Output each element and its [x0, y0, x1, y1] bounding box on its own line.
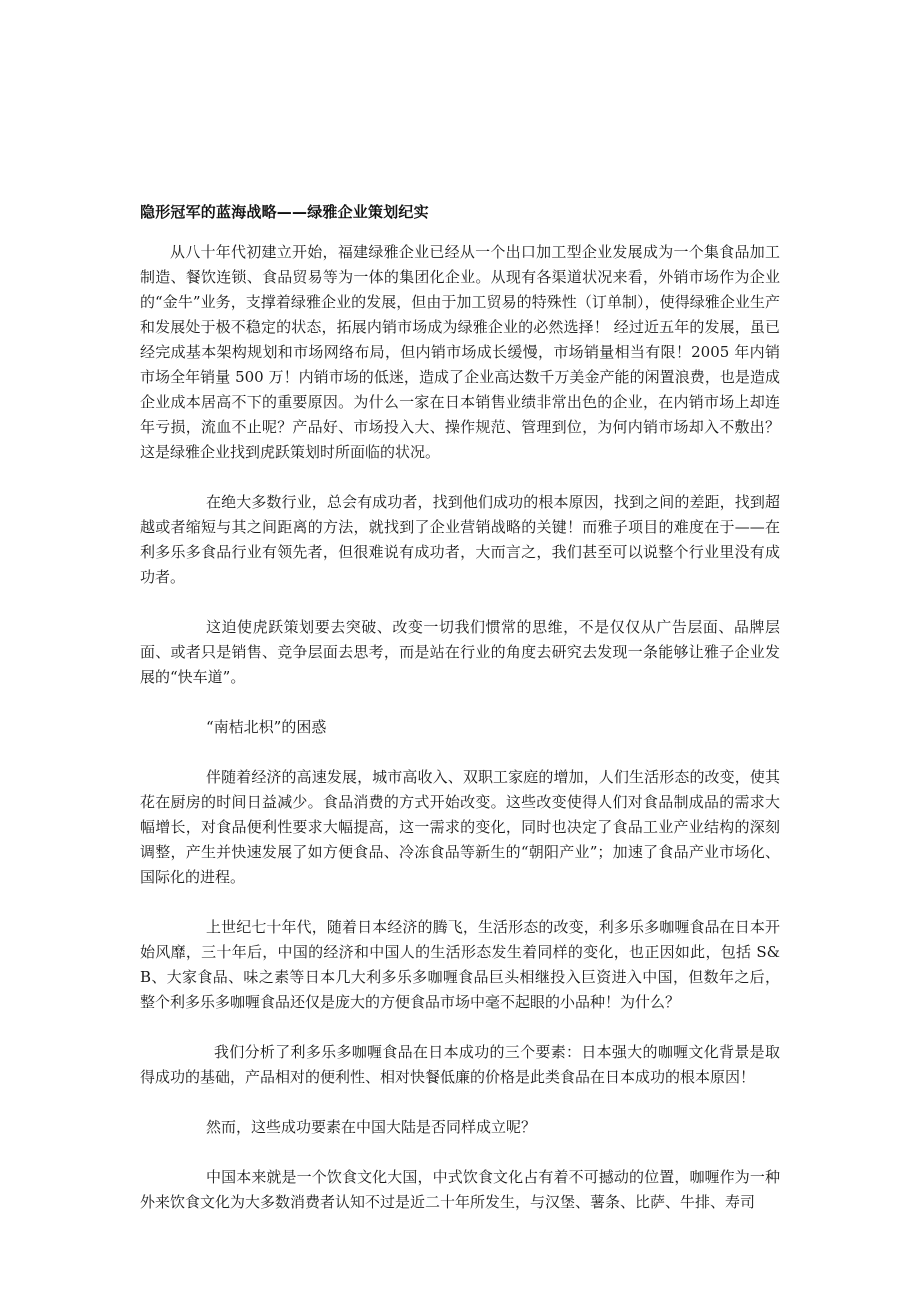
paragraph-food-culture: 中国本来就是一个饮食文化大国，中式饮食文化占有着不可撼动的位置，咖喱作为一种外来饮食文化为大多数消费者认知不过是近二十年所发生，与汉堡、薯条、比萨、牛排、寿司 — [140, 1168, 780, 1211]
paragraph-economic-growth: 伴随着经济的高速发展，城市高收入、双职工家庭的增加，人们生活形态的改变，使其花在厨房的时间日益减少。食品消费的方式开始改变。这些改变使得人们对食品制成品的需求大幅增长，对食品便利性要求大幅提高，这一需求的变化，同时也决定了食品工业产业结构的深刻调整，产生并快速发展了如方便食品、冷冻食品等新生的“朝阳产业”；加速了食品产业市场化、国际化的进程。 — [140, 768, 780, 886]
paragraph-three-factors: 我们分析了利多乐多咖喱食品在日本成功的三个要素：日本强大的咖喱文化背景是取得成功的基础，产品相对的便利性、相对快餐低廉的价格是此类食品在日本成功的根本原因！ — [140, 1043, 780, 1086]
paragraph-intro: 从八十年代初建立开始，福建绿雅企业已经从一个出口加工型企业发展成为一个集食品加工制造、餐饮连锁、食品贸易等为一体的集团化企业。从现有各渠道状况来看，外销市场作为企业的“金牛”业务，支撑着绿雅企业的发展，但由于加工贸易的特殊性（订单制），使得绿雅企业生产和发展处于极不稳定的状态，拓展内销市场成为绿雅企业的必然选择！ 经过近五年的发展，虽已经完成基本架构规划和市场网络布局，但内销市场成长缓慢，市场销量相当有限！2005 年内销市场全年销量 500 万！内销市场的低迷，造成了企业高达数千万美金产能的闲置浪费，也是造成企业成本居高不下的重要原因。为什么一家在日本销售业绩非常出色的企业，在内销市场上却连年亏损，流血不止呢？产品好、市场投入大、操作规范、管理到位，为何内销市场却入不敷出？这是绿雅企业找到虎跃策划时所面临的状况。 — [140, 243, 780, 461]
paragraph-question: 然而，这些成功要素在中国大陆是否同样成立呢？ — [206, 1118, 537, 1136]
document-title: 隐形冠军的蓝海战略——绿雅企业策划纪实 — [140, 203, 429, 221]
paragraph-industry-success: 在绝大多数行业，总会有成功者，找到他们成功的根本原因，找到之间的差距，找到超越或者缩短与其之间距离的方法，就找到了企业营销战略的关键！而雅子项目的难度在于——在利多乐多食品行业有领先者，但很难说有成功者，大而言之，我们甚至可以说整个行业里没有成功者。 — [140, 493, 780, 586]
section-heading: “南桔北枳”的困惑 — [206, 718, 327, 736]
paragraph-seventies-japan: 上世纪七十年代，随着日本经济的腾飞，生活形态的改变，利多乐多咖喱食品在日本开始风靡，三十年后，中国的经济和中国人的生活形态发生着同样的变化，也正因如此，包括 S&B、大家食品、味之素等日本几大利多乐多咖喱食品巨头相继投入巨资进入中国，但数年之后，整个利多乐多咖喱食品还仅是庞大的方便食品市场中毫不起眼的小品种！为什么？ — [140, 918, 780, 1011]
paragraph-fast-lane: 这迫使虎跃策划要去突破、改变一切我们惯常的思维，不是仅仅从广告层面、品牌层面、或者只是销售、竞争层面去思考，而是站在行业的角度去研究去发现一条能够让雅子企业发展的“快车道”。 — [140, 618, 780, 686]
document-page — [140, 200, 780, 1215]
